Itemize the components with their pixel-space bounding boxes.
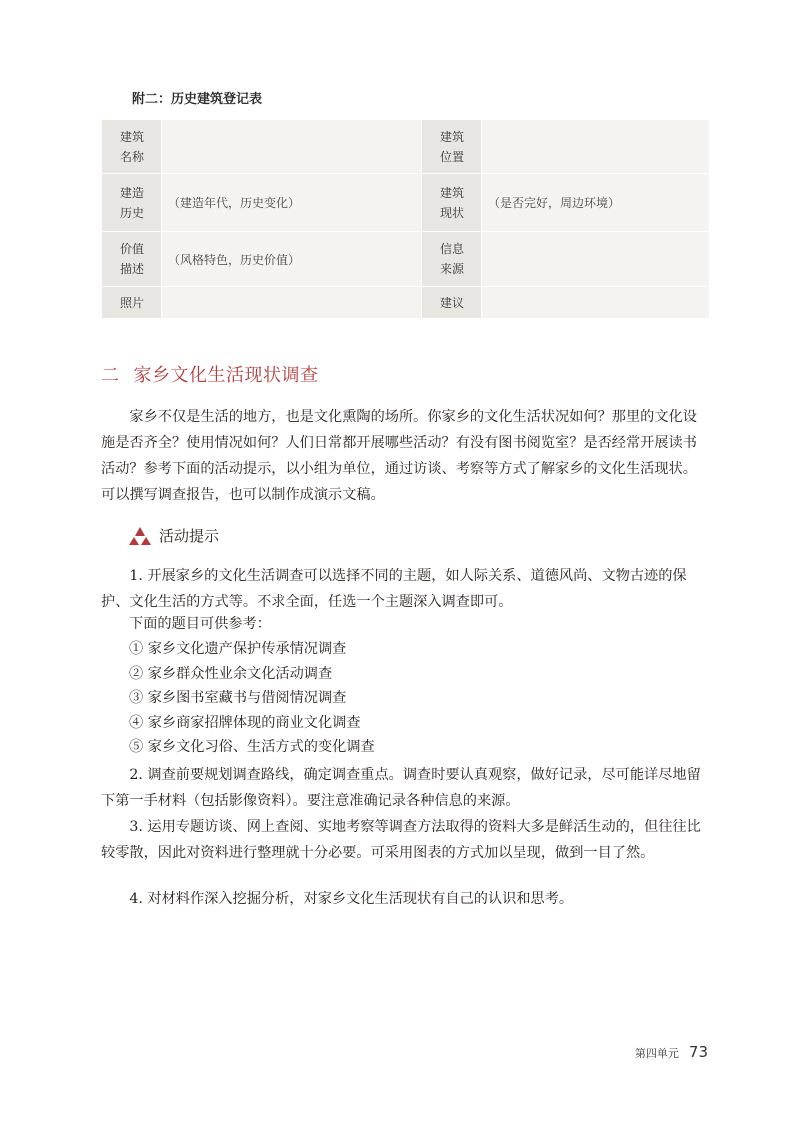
- activity-tips-heading: [129, 525, 219, 546]
- list-item: ② 家乡群众性业余文化活动调查: [129, 665, 333, 682]
- table-row: [102, 174, 710, 232]
- label-building-location: 建筑位置: [422, 120, 482, 174]
- activity-tips-icon: [129, 526, 151, 546]
- label-info-source: 信息来源: [422, 232, 482, 287]
- intro-paragraph: 家乡不仅是生活的地方，也是文化熏陶的场所。你家乡的文化生活状况如何？那里的文化设施是否齐全？使用情况如何？人们日常都开展哪些活动？有没有图书阅览室？是否经常开展读书活动？参考下面的活动提示，以小组为单位，通过访谈、考察等方式了解家乡的文化生活现状。可以撰写调查报告，也可以制作成演示文稿。: [101, 409, 697, 503]
- page-number: 73: [688, 1043, 708, 1061]
- page-footer: [635, 1043, 708, 1061]
- value-photo: [162, 287, 422, 319]
- value-building-location: [482, 120, 710, 174]
- historic-building-registration-table: [101, 119, 710, 319]
- label-suggestion: 建议: [422, 287, 482, 319]
- list-item: ⑤ 家乡文化习俗、生活方式的变化调查: [129, 739, 375, 756]
- label-building-name: 建筑名称: [102, 120, 162, 174]
- label-value-description: 价值描述: [102, 232, 162, 287]
- value-building-status: （是否完好，周边环境）: [482, 174, 710, 232]
- topic-list: [129, 637, 375, 760]
- tip-item-2: 2. 调查前要规划调查路线，确定调查重点。调查时要认真观察，做好记录，尽可能详尽地留下第一手材料（包括影像资料）。要注意准确记录各种信息的来源。: [101, 767, 701, 809]
- activity-tips-title: 活动提示: [159, 527, 220, 545]
- table-row: [102, 287, 710, 319]
- table-row: [102, 232, 710, 287]
- value-info-source: [482, 232, 710, 287]
- list-item: ④ 家乡商家招牌体现的商业文化调查: [129, 714, 361, 731]
- value-building-name: [162, 120, 422, 174]
- label-construction-history: 建造历史: [102, 174, 162, 232]
- section-number: 二: [101, 365, 120, 386]
- tip-item-1: 1. 开展家乡的文化生活调查可以选择不同的主题，如人际关系、道德风尚、文物古迹的保护、文化生活的方式等。不求全面，任选一个主题深入调查即可。: [101, 568, 687, 610]
- value-value-description: （风格特色，历史价值）: [162, 232, 422, 287]
- tip-item-3: 3. 运用专题访谈、网上查阅、实地考察等调查方法取得的资料大多是鲜活生动的，但往往比较零散，因此对资料进行整理就十分必要。可采用图表的方式加以呈现，做到一目了然。: [101, 819, 701, 861]
- value-suggestion: [482, 287, 710, 319]
- list-item: ③ 家乡图书室藏书与借阅情况调查: [129, 690, 347, 707]
- unit-label: 第四单元: [634, 1047, 679, 1060]
- tip-item-4: 4. 对材料作深入挖掘分析，对家乡文化生活现状有自己的认识和思考。: [129, 891, 574, 907]
- section-title: [101, 361, 319, 387]
- value-construction-history: （建造年代，历史变化）: [162, 174, 422, 232]
- reference-line: 下面的题目可供参考：: [129, 616, 271, 632]
- table-row: [102, 120, 710, 174]
- label-photo: 照片: [102, 287, 162, 319]
- list-item: ① 家乡文化遗产保护传承情况调查: [129, 641, 347, 657]
- section-title-text: 家乡文化生活现状调查: [133, 365, 319, 386]
- appendix-title: 附二：历史建筑登记表: [132, 92, 263, 107]
- label-building-status: 建筑现状: [422, 174, 482, 232]
